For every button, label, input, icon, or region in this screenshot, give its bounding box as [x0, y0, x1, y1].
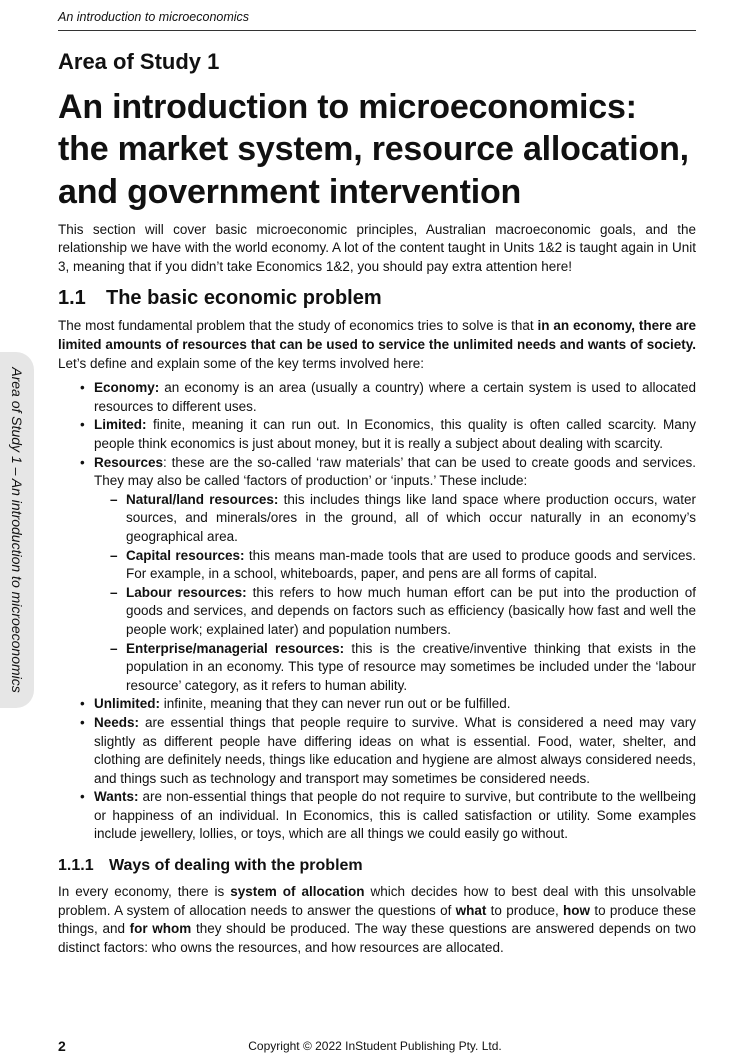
area-label: Area of Study 1: [58, 49, 220, 74]
list-item-resources: • Resources: these are the so-called ‘raw materials’ that can be used to create goods and services. They may also be called ‘factors of production’ or ‘inputs.’ These include: – Natural/land resources: this includes things like land space where production occurs, water sources, and minerals/ores in the ground, all of which occur naturally in an economy’s geographical area. – Capital resources: this means man-made tools that are used to produce goods and services. For example, in a school, whiteboards, paper, and pens are all forms of capital. – Labour resources: this refers to how much human effort can be put into the production of goods and services, and depends on factors such as efficiency (basically how fast and well the people work; explained later) and population numbers. – Enterprise/managerial resources: this is the creative/inventive thinking that exists in the population in an economy. This type of resource may sometimes be included under the ‘labour resource’ category, as it refers to human ability.: [58, 454, 696, 696]
resources-sublist: [94, 491, 696, 696]
subsection-title: Ways of dealing with the problem: [109, 857, 363, 875]
sublist-item-enterprise: – Enterprise/managerial resources: this is the creative/inventive thinking that exists in the population in an economy. This type of resource may sometimes be included under the ‘labour resource’ category, as it refers to human ability.: [58, 640, 696, 696]
running-head: An introduction to microeconomics: [58, 10, 250, 24]
list-item-limited: • Limited: finite, meaning it can run out. In Economics, this quality is often called scarcity. Many people think economics is just about money, but it is really a subject about dealing with scarcity.: [58, 416, 696, 453]
section-heading-1-1-1: [58, 856, 696, 875]
main-title: An introduction to microeconomics: the market system, resource allocation, and government intervention: [58, 88, 689, 211]
copyright-notice: Copyright © 2022 InStudent Publishing Pty. Ltd.: [248, 1039, 502, 1053]
key-terms-list: [58, 379, 696, 844]
page-number: 2: [58, 1038, 66, 1054]
problem-paragraph: The most fundamental problem that the study of economics tries to solve is that in an economy, there are limited amounts of resources that can be used to service the unlimited needs and wants of society. Let’s define and explain some of the key terms involved here:: [58, 318, 697, 371]
side-tab-label: Area of Study 1 – An introduction to microeconomics: [9, 367, 25, 693]
section-number: 1.1: [58, 287, 86, 310]
header-rule: [58, 30, 696, 31]
sublist-item-labour: – Labour resources: this refers to how much human effort can be put into the production of goods and services, and depends on factors such as efficiency (basically how fast and well the people work; explained later) and population numbers.: [58, 584, 696, 640]
sublist-item-natural: – Natural/land resources: this includes things like land space where production occurs, water sources, and minerals/ores in the ground, all of which occur naturally in an economy’s geographical area.: [58, 491, 696, 547]
section-title: The basic economic problem: [106, 287, 382, 310]
sublist-item-capital: – Capital resources: this means man-made tools that are used to produce goods and services. For example, in a school, whiteboards, paper, and pens are all forms of capital.: [58, 547, 696, 584]
intro-paragraph: This section will cover basic microeconomic principles, Australian macroeconomic goals, and the relationship we have with the world economy. A lot of the content taught in Units 1&2 is taught again in Unit 3, meaning that if you didn’t take Economics 1&2, you should pay extra attention here!: [58, 221, 696, 274]
section-heading-1-1: [58, 286, 696, 310]
list-item-economy: • Economy: an economy is an area (usually a country) where a certain system is used to allocated resources to different uses.: [58, 379, 696, 416]
list-item-wants: • Wants: are non-essential things that people do not require to survive, but contribute to the wellbeing or happiness of an individual. In Economics, this is called satisfaction or utility. Some examples include jewellery, lollies, or toys, which are all things we could easily go without.: [58, 788, 696, 844]
subsection-number: 1.1.1: [58, 857, 94, 875]
allocation-paragraph: In every economy, there is system of allocation which decides how to best deal with this unsolvable problem. A system of allocation needs to answer the questions of what to produce, how to produce these things, and for whom they should be produced. The way these questions are answered depends on two distinct factors: who owns the resources, and how resources are allocated.: [58, 884, 696, 956]
list-item-needs: • Needs: are essential things that people require to survive. What is considered a need may vary slightly as different people have differing ideas on what is essential. Food, water, shelter, and clothing are definitely needs, things like education and hygiene are almost always considered needs, and things such as technology and transport may sometimes be considered needs.: [58, 714, 696, 788]
page-content: [58, 50, 696, 958]
problem-emphasis: in an economy, there are limited amounts of resources that can be used to service the unlimited needs and wants of society.: [58, 318, 697, 353]
list-item-unlimited: • Unlimited: infinite, meaning that they can never run out or be fulfilled.: [58, 695, 696, 714]
